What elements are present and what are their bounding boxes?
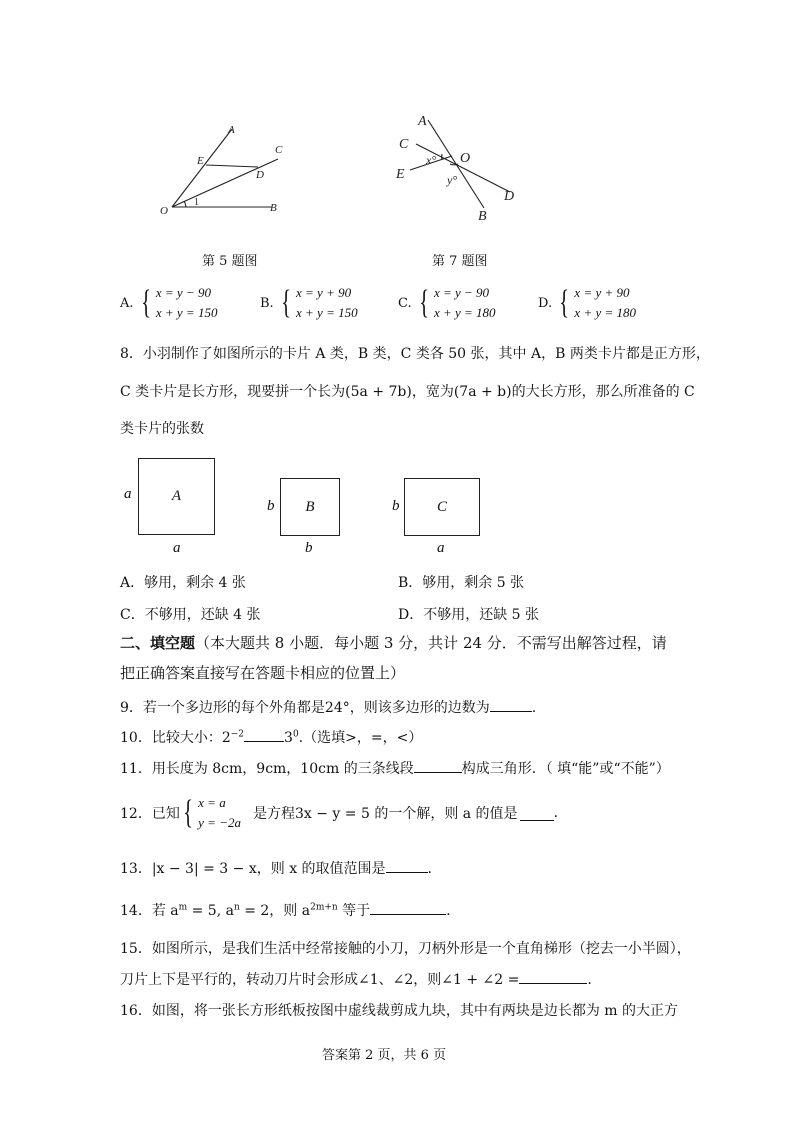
answer-blank[interactable] [386,858,428,873]
q13: 13．|x − 3| = 3 − x，则 x 的取值范围是 . [120,858,432,878]
answer-blank[interactable] [520,806,554,821]
label-c: C [275,144,283,156]
q12: 12．已知 { x = a y = −2a 是方程3x − y = 5 的一个解，则 a 的值是 . [120,794,559,831]
q8-option-c: C．不够用，还缺 4 张 [120,607,261,623]
q8-option-b: B．够用，剩余 5 张 [398,575,525,591]
answer-blank[interactable] [519,969,587,984]
section-2-title: 二、填空题 [120,634,196,652]
section-2-heading [120,632,667,653]
q11: 11．用长度为 8cm，9cm，10cm 的三条线段 构成三角形．（ 填“能”或“不能”） [120,758,670,778]
label-o: O [160,205,168,217]
label-o: O [460,151,471,166]
page-footer: 答案第 2 页，共 6 页 [322,1048,447,1063]
card-b-bottom-label: b [305,540,313,556]
ray-oa [172,129,232,207]
label-a: A [228,124,235,136]
answer-blank[interactable] [370,900,446,915]
answer-blank[interactable] [490,697,532,712]
card-c-bottom-label: a [437,540,445,556]
label-angle-1: 1 [194,197,199,208]
label-a: A [418,114,427,129]
card-a-bottom-label: a [173,540,181,556]
q8-option-a: A．够用，剩余 4 张 [120,575,246,591]
label-d: D [256,169,264,181]
figure-7-caption: 第 7 题图 [432,254,488,269]
card-b-side-label: b [267,498,275,514]
q16-line-1: 16．如图，将一张长方形纸板按图中虚线裁剪成九块，其中有两块是边长都为 m 的大正方 [120,1003,678,1019]
brace-icon: { [183,794,193,831]
section-2-desc-2: 把正确答案直接写在答题卡相应的位置上） [120,664,406,682]
figure-5 [150,115,300,225]
q7-option-a: A. { x = y − 90 x + y = 150 [120,284,218,321]
card-a: A [138,458,215,535]
q7-option-b: B. { x = y + 90 x + y = 150 [260,284,358,321]
q9: 9．若一个多边形的每个外角都是24°，则该多边形的边数为 . [120,697,536,717]
q8-line-3: 类卡片的张数 [120,421,204,437]
card-c: C [404,478,480,536]
q7-option-d: D. { x = y + 90 x + y = 180 [538,284,637,321]
card-b: B [280,478,340,536]
figure-5-caption: 第 5 题图 [202,254,258,269]
q8-line-1: 8．小羽制作了如图所示的卡片 A 类，B 类，C 类各 50 张，其中 A，B 两类卡片都是正方形， [120,346,710,362]
q7-option-c: C. { x = y − 90 x + y = 180 [398,284,496,321]
label-b: B [270,202,277,214]
brace-icon: { [280,284,291,321]
label-e: E [396,167,405,182]
card-c-side-label: b [392,498,400,514]
q8-option-d: D．不够用，还缺 5 张 [398,607,540,623]
card-a-side-label: a [124,486,132,502]
q15-line-2: 刀片上下是平行的，转动刀片时会形成∠1、∠2，则∠1 + ∠2 = . [120,969,592,989]
brace-icon: { [140,284,151,321]
label-y: y° [447,173,458,187]
q14: 14．若 $a^m = 5$, $a^n = 2$，则 $a^{2m+n}$ 等于 . [120,900,451,920]
label-d: D [504,189,515,204]
q15-line-1: 15．如图所示，是我们生活中经常接触的小刀，刀柄外形是一个直角梯形（挖去一小半圆）， [120,941,691,957]
label-b: B [478,209,487,224]
angle-1-arc [184,201,186,207]
brace-icon: { [418,284,429,321]
q10: 10．比较大小：$2^{-2}$ $3^0$.（选填>，=，<） [120,727,422,747]
angle-y-arc [450,164,458,165]
answer-blank[interactable] [414,758,462,773]
figure-7 [390,108,530,226]
section-2-desc-1: （本大题共 8 小题．每小题 3 分，共计 24 分．不需写出解答过程，请 [195,634,667,652]
label-x: x° [426,153,437,167]
label-c: C [399,137,409,152]
label-e: E [197,155,204,167]
answer-blank[interactable] [244,727,284,742]
q8-line-2: C 类卡片是长方形，现要拼一个长为(5a + 7b)，宽为(7a + b)的大长方形，那么所准备的 C [120,384,695,400]
segment-ed [206,165,258,167]
brace-icon: { [559,284,570,321]
